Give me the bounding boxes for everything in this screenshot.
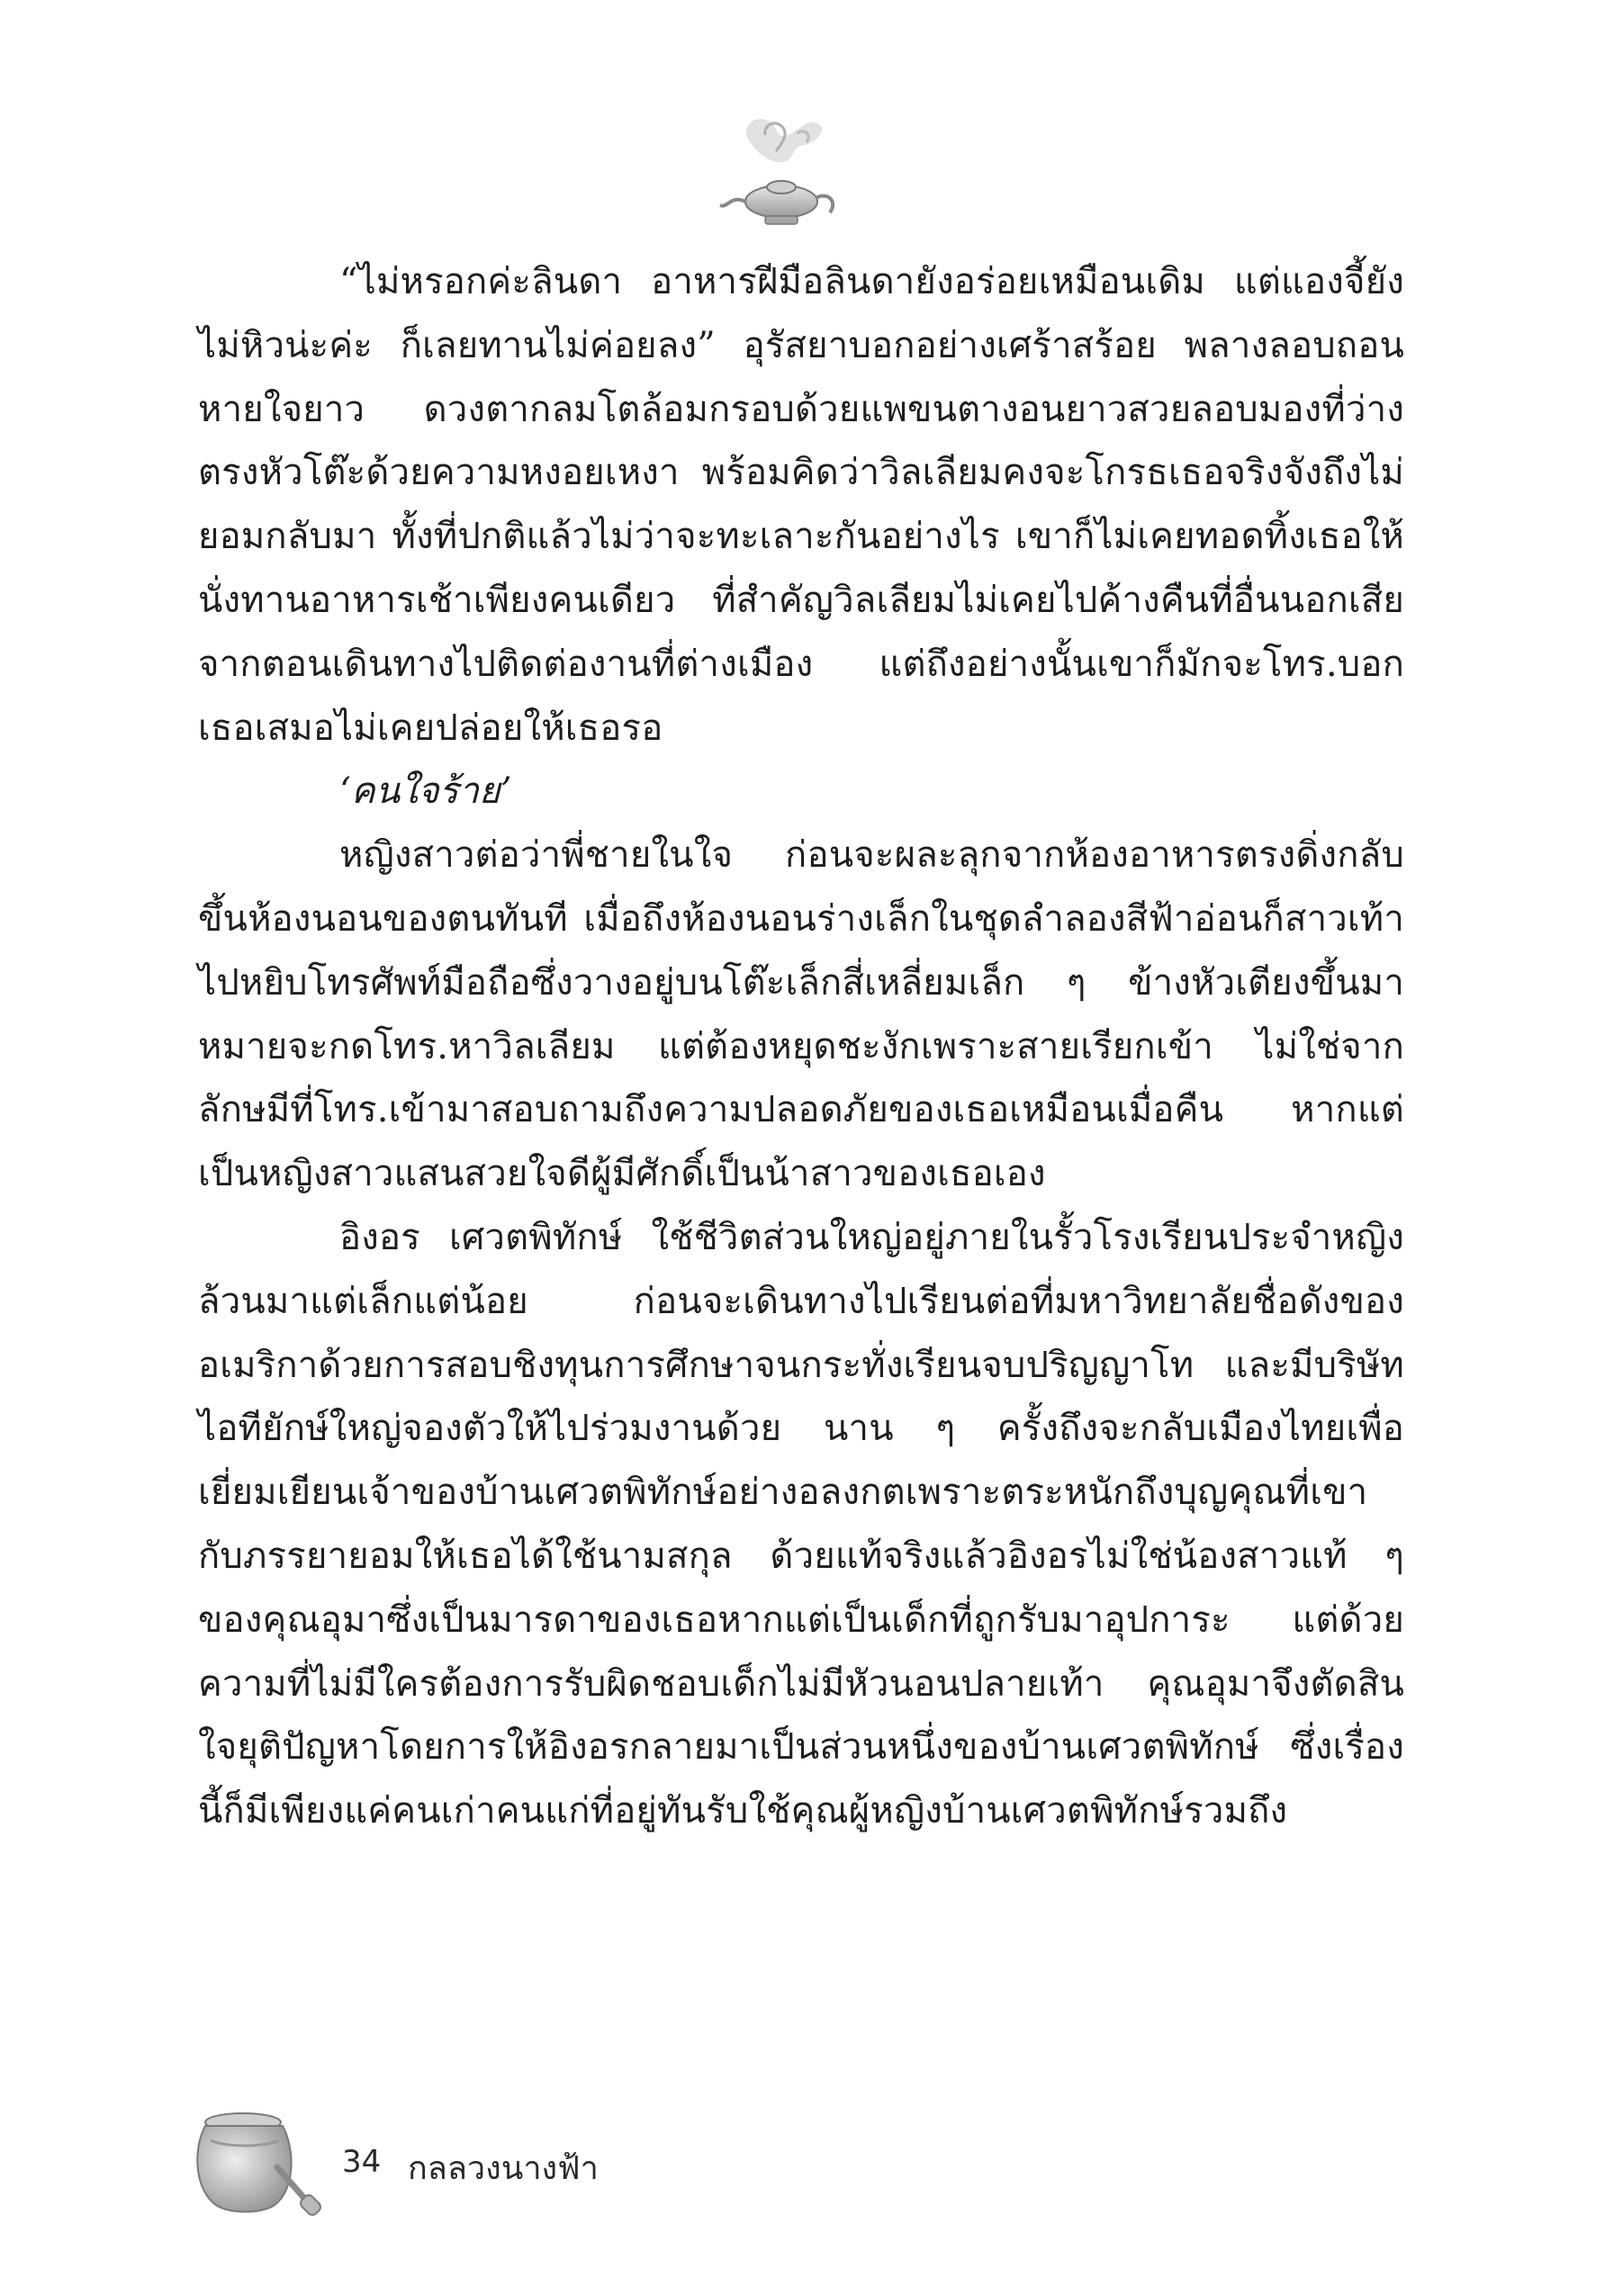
page-footer — [189, 2104, 819, 2221]
genie-lamp-icon — [711, 108, 846, 243]
body-text — [198, 250, 1404, 1843]
paragraph: อิงอร เศวตพิทักษ์ ใช้ชีวิตส่วนใหญ่อยู่ภายในรั้วโรงเรียนประจำหญิงล้วนมาแต่เล็กแต่น้อย ก่อนจะเดินทางไปเรียนต่อที่มหาวิทยาลัยชื่อดังของอเมริกาด้วยการสอบชิงทุนการศึกษาจนกระทั่งเรียนจบปริญญาโท และมีบริษัทไอทียักษ์ใหญ่จองตัวให้ไปร่วมงานด้วย นาน ๆ ครั้งถึงจะกลับเมืองไทยเพื่อเยี่ยมเยียนเจ้าของบ้านเศวตพิทักษ์อย่างอลงกตเพราะตระหนักถึงบุญคุณที่เขากับภรรยายอมให้เธอได้ใช้นามสกุล ด้วยแท้จริงแล้วอิงอรไม่ใช่น้องสาวแท้ ๆ ของคุณอุมาซึ่งเป็นมารดาของเธอหากแต่เป็นเด็กที่ถูกรับมาอุปการะ แต่ด้วยความที่ไม่มีใครต้องการรับผิดชอบเด็กไม่มีหัวนอนปลายเท้า คุณอุมาจึงตัดสินใจยุติปัญหาโดยการให้อิงอรกลายมาเป็นส่วนหนึ่งของบ้านเศวตพิทักษ์ ซึ่งเรื่องนี้ก็มีเพียงแค่คนเก่าคนแก่ที่อยู่ทันรับใช้คุณผู้หญิงบ้านเศวตพิทักษ์รวมถึง — [198, 1216, 1404, 1832]
page-number: 34 — [342, 2144, 382, 2180]
paragraph: “ไม่หรอกค่ะลินดา อาหารฝีมือลินดายังอร่อยเหมือนเดิม แต่แองจี้ยังไม่หิวน่ะค่ะ ก็เลยทานไม่ค่อยลง” อุรัสยาบอกอย่างเศร้าสร้อย พลางลอบถอนหายใจยาว ดวงตากลมโตล้อมกรอบด้วยแพขนตางอนยาวสวยลอบมองที่ว่างตรงหัวโต๊ะด้วยความหงอยเหงา พร้อมคิดว่าวิลเลียมคงจะโกรธเธอจริงจังถึงไม่ยอมกลับมา ทั้งที่ปกติแล้วไม่ว่าจะทะเลาะกันอย่างไร เขาก็ไม่เคยทอดทิ้งเธอให้นั่งทานอาหารเช้าเพียงคนเดียว ที่สำคัญวิลเลียมไม่เคยไปค้างคืนที่อื่นนอกเสียจากตอนเดินทางไปติดต่องานที่ต่างเมือง แต่ถึงอย่างนั้นเขาก็มักจะโทร.บอกเธอเสมอไม่เคยปล่อยให้เธอรอ — [198, 261, 1404, 749]
honey-pot-icon — [189, 2104, 324, 2221]
italic-thought: ‘คนใจร้าย’ — [339, 770, 512, 813]
paragraph: หญิงสาวต่อว่าพี่ชายในใจ ก่อนจะผละลุกจากห้องอาหารตรงดิ่งกลับขึ้นห้องนอนของตนทันที เมื่อถึงห้องนอนร่างเล็กในชุดลำลองสีฟ้าอ่อนก็สาวเท้าไปหยิบโทรศัพท์มือถือซึ่งวางอยู่บนโต๊ะเล็กสี่เหลี่ยมเล็ก ๆ ข้างหัวเตียงขึ้นมาหมายจะกดโทร.หาวิลเลียม แต่ต้องหยุดชะงักเพราะสายเรียกเข้า ไม่ใช่จากลักษมีที่โทร.เข้ามาสอบถามถึงความปลอดภัยของเธอเหมือนเมื่อคืน หากแต่เป็นหญิงสาวแสนสวยใจดีผู้มีศักดิ์เป็นน้าสาวของเธอเอง — [198, 834, 1404, 1195]
book-title: กลลวงนางฟ้า — [408, 2150, 599, 2187]
